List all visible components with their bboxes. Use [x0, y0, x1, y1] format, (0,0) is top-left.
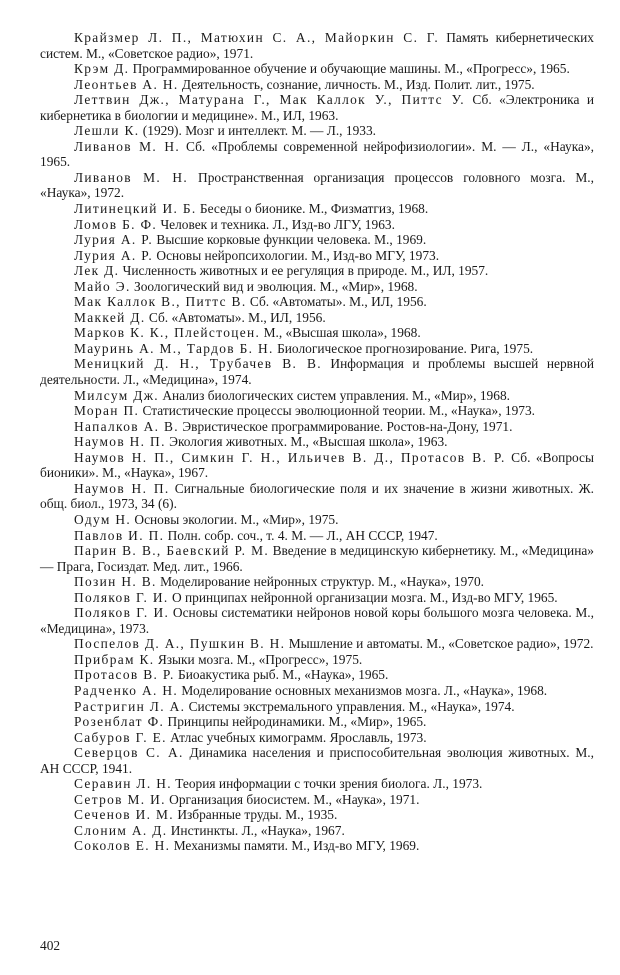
- reference-text: Эвристическое программирование. Ростов-на-Дону, 1971.: [178, 418, 513, 434]
- reference-text: (1929). Мозг и интеллект. М. — Л., 1933.: [139, 123, 377, 139]
- reference-entry: [40, 248, 594, 264]
- reference-text: Механизмы памяти. М., Изд-во МГУ, 1969.: [170, 838, 420, 854]
- reference-text: Численность животных и ее регуляция в природе. М., ИЛ, 1957.: [119, 263, 489, 279]
- reference-text: Анализ биологических систем управления. М., «Мир», 1968.: [159, 387, 510, 403]
- reference-text: Сб. «Автоматы». М., ИЛ, 1956.: [145, 309, 326, 325]
- reference-entry: [40, 77, 594, 93]
- reference-entry: [40, 356, 594, 387]
- reference-authors: Мак Каллок В., Питтс В.: [74, 294, 247, 310]
- reference-list: [40, 30, 594, 854]
- reference-authors: Мауринь А. М., Тардов Б. Н.: [74, 340, 274, 356]
- reference-text: Программированное обучение и обучающие машины. М., «Прогресс», 1965.: [129, 61, 570, 77]
- reference-authors: Ломов Б. Ф.: [74, 216, 158, 232]
- reference-text: Инстинкты. Л., «Наука», 1967.: [167, 822, 345, 838]
- reference-authors: Радченко А. Н.: [74, 682, 179, 698]
- reference-authors: Розенблат Ф.: [74, 714, 165, 730]
- reference-entry: [40, 823, 594, 839]
- reference-authors: Сеченов И. М.: [74, 807, 174, 823]
- reference-authors: Позин Н. В.: [74, 574, 157, 590]
- reference-entry: [40, 574, 594, 590]
- reference-authors: Павлов И. П.: [74, 527, 165, 543]
- reference-authors: Лек Д.: [74, 263, 120, 279]
- reference-text: М., «Высшая школа», 1968.: [260, 325, 421, 341]
- reference-entry: [40, 388, 594, 404]
- reference-text: Динамика населения и приспособительная эволюция животных. М., АН СССР, 1941.: [40, 745, 595, 776]
- reference-authors: Парин В. В., Баевский Р. М.: [74, 543, 270, 559]
- reference-entry: [40, 590, 594, 606]
- reference-entry: [40, 170, 594, 201]
- reference-entry: [40, 838, 594, 854]
- reference-text: Память кибернетических систем. М., «Советское радио», 1971.: [40, 30, 594, 61]
- reference-text: Языки мозга. М., «Прогресс», 1975.: [154, 651, 363, 667]
- reference-entry: [40, 279, 594, 295]
- reference-authors: Крэм Д.: [74, 61, 130, 77]
- reference-text: Моделирование нейронных структур. М., «Наука», 1970.: [156, 574, 485, 590]
- reference-authors: Поляков Г. И.: [74, 605, 170, 621]
- reference-text: Зоологический вид и эволюция. М., «Мир», 1968.: [130, 278, 418, 294]
- reference-authors: Майо Э.: [74, 278, 131, 294]
- reference-authors: Ливанов М. Н.: [74, 138, 181, 154]
- reference-text: Атлас учебных кимограмм. Ярославль, 1973.: [166, 729, 427, 745]
- reference-authors: Наумов Н. П.: [74, 480, 170, 496]
- reference-authors: Северцов С. А.: [74, 745, 184, 761]
- reference-authors: Растригин Л. А.: [74, 698, 186, 714]
- reference-text: Системы экстремального управления. М., «Наука», 1974.: [185, 698, 515, 714]
- reference-entry: [40, 92, 594, 123]
- reference-text: Беседы о бионике. М., Физматгиз, 1968.: [196, 201, 429, 217]
- reference-authors: Литинецкий И. Б.: [74, 201, 197, 217]
- reference-entry: [40, 201, 594, 217]
- reference-entry: [40, 419, 594, 435]
- reference-authors: Ливанов М. Н.: [74, 169, 189, 185]
- reference-text: О принципах нейронной организации мозга. М., Изд-во МГУ, 1965.: [168, 589, 558, 605]
- reference-text: Сб. «Проблемы современной нейрофизиологии». М. — Л., «Наука», 1965.: [40, 138, 594, 170]
- reference-text: Сб. «Электроника и кибернетика в биологии и медицине». М., ИЛ, 1963.: [40, 92, 594, 123]
- reference-authors: Напалков А. В.: [74, 418, 179, 434]
- reference-authors: Протасов В. Р.: [74, 667, 175, 683]
- reference-text: Деятельность, сознание, личность. М., Изд. Полит. лит., 1975.: [178, 76, 535, 92]
- reference-authors: Крайзмер Л. П., Матюхин С. А., Майоркин С. Г.: [74, 30, 440, 45]
- reference-entry: [40, 714, 594, 730]
- reference-entry: [40, 450, 594, 481]
- reference-authors: Одум Н.: [74, 511, 132, 527]
- reference-entry: [40, 792, 594, 808]
- reference-text: Теория информации с точки зрения биолога. Л., 1973.: [171, 776, 483, 792]
- reference-entry: [40, 745, 594, 776]
- reference-entry: [40, 310, 594, 326]
- reference-entry: [40, 512, 594, 528]
- reference-text: Статистические процессы эволюционной теории. М., «Наука», 1973.: [139, 403, 536, 419]
- reference-authors: Поспелов Д. А., Пушкин В. Н.: [74, 636, 286, 652]
- reference-authors: Слоним А. Д.: [74, 822, 168, 838]
- reference-entry: [40, 123, 594, 139]
- reference-entry: [40, 232, 594, 248]
- reference-entry: [40, 139, 594, 170]
- reference-entry: [40, 263, 594, 279]
- reference-entry: [40, 699, 594, 715]
- reference-entry: [40, 776, 594, 792]
- reference-entry: [40, 543, 594, 574]
- reference-authors: Лурия А. Р.: [74, 247, 154, 263]
- reference-entry: [40, 807, 594, 823]
- reference-authors: Лешли К.: [74, 123, 140, 139]
- reference-text: Полн. собр. соч., т. 4. М. — Л., АН СССР, 1947.: [164, 527, 438, 543]
- reference-entry: [40, 730, 594, 746]
- reference-entry: [40, 30, 594, 61]
- reference-text: Избранные труды. М., 1935.: [173, 807, 338, 823]
- reference-authors: Поляков Г. И.: [74, 589, 169, 605]
- reference-text: Принципы нейродинамики. М., «Мир», 1965.: [164, 714, 427, 730]
- reference-authors: Сабуров Г. Е.: [74, 729, 167, 745]
- reference-text: Информация и проблемы высшей нервной деятельности. Л., «Медицина», 1974.: [40, 356, 594, 388]
- reference-authors: Прибрам К.: [74, 651, 155, 667]
- reference-text: Моделирование основных механизмов мозга. Л., «Наука», 1968.: [178, 682, 548, 698]
- reference-entry: [40, 481, 594, 512]
- reference-entry: [40, 652, 594, 668]
- reference-text: Высшие корковые функции человека. М., 1969.: [153, 232, 427, 248]
- reference-text: Пространственная организация процессов головного мозга. М., «Наука», 1972.: [40, 169, 594, 201]
- page-number: 402: [40, 938, 61, 953]
- reference-text: Основы нейропсихологии. М., Изд-во МГУ, 1973.: [153, 247, 440, 263]
- reference-text: Основы экологии. М., «Мир», 1975.: [131, 511, 339, 527]
- reference-entry: [40, 434, 594, 450]
- reference-text: Введение в медицинскую кибернетику. М., «Медицина» — Прага, Госиздат. Мед. лит., 1966.: [40, 543, 594, 574]
- reference-text: Человек и техника. Л., Изд-во ЛГУ, 1963.: [157, 216, 395, 232]
- reference-entry: [40, 61, 594, 77]
- reference-entry: [40, 294, 594, 310]
- reference-authors: Лурия А. Р.: [74, 232, 154, 248]
- reference-text: Биоакустика рыб. М., «Наука», 1965.: [174, 667, 389, 683]
- reference-entry: [40, 528, 594, 544]
- reference-text: Сб. «Автоматы». М., ИЛ, 1956.: [246, 294, 427, 310]
- reference-text: Экология животных. М., «Высшая школа», 1963.: [165, 434, 448, 450]
- reference-text: Мышление и автоматы. М., «Советское радио», 1972.: [285, 636, 594, 652]
- reference-authors: Леонтьев А. Н.: [74, 76, 179, 92]
- reference-authors: Наумов Н. П.: [74, 434, 166, 450]
- reference-text: Сигнальные биологические поля и их значение в жизни животных. Ж. общ. биол., 1973, 34 (6).: [40, 480, 594, 512]
- reference-authors: Наумов Н. П., Симкин Г. Н., Ильичев В. Д., Протасов В. Р.: [74, 449, 506, 465]
- reference-authors: Милсум Дж.: [74, 387, 159, 403]
- reference-entry: [40, 325, 594, 341]
- reference-authors: Серавин Л. Н.: [74, 776, 172, 792]
- reference-text: Основы систематики нейронов новой коры большого мозга человека. М., «Медицина», 1973.: [40, 605, 594, 636]
- reference-entry: [40, 683, 594, 699]
- reference-authors: Маккей Д.: [74, 309, 146, 325]
- reference-entry: [40, 403, 594, 419]
- reference-entry: [40, 667, 594, 683]
- reference-authors: Меницкий Д. Н., Трубачев В. В.: [74, 356, 322, 372]
- reference-authors: Марков К. К., Плейстоцен.: [74, 325, 261, 341]
- reference-entry: [40, 636, 594, 652]
- reference-authors: Сетров М. И.: [74, 791, 166, 807]
- reference-text: Биологическое прогнозирование. Рига, 1975.: [273, 340, 534, 356]
- reference-text: Сб. «Вопросы бионики». М., «Наука», 1967.: [40, 449, 595, 481]
- reference-entry: [40, 217, 594, 233]
- reference-entry: [40, 605, 594, 636]
- reference-authors: Соколов Е. Н.: [74, 838, 171, 854]
- reference-text: Организация биосистем. М., «Наука», 1971.: [165, 791, 420, 807]
- reference-entry: [40, 341, 594, 357]
- reference-authors: Моран П.: [74, 403, 140, 419]
- reference-authors: Леттвин Дж., Матурана Г., Мак Каллок У., Питтс У.: [74, 92, 465, 108]
